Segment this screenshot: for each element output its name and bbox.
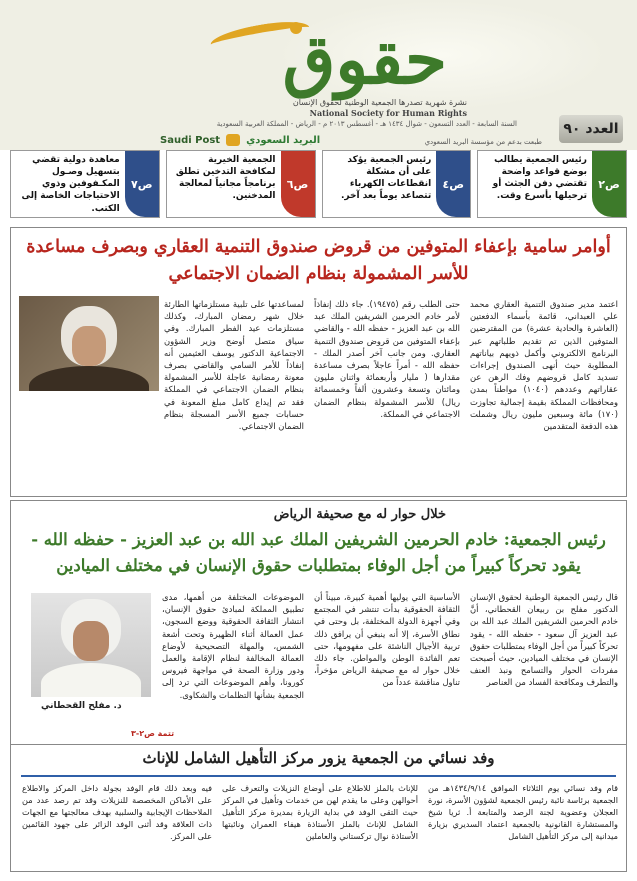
interview-kicker: خلال حوار له مع صحيفة الرياض xyxy=(273,507,446,522)
teaser-box[interactable] xyxy=(477,150,627,218)
teaser-box[interactable] xyxy=(166,150,316,218)
lead-column-3: لمساعدتها على تلبية مستلزماتها الطارئة خلال شهر رمضان المبارك، وكذلك مستلزمات عيد الفطر المبارك. وفي سياق متصل أوضح وزير الشؤون الاجتماعية الدكتور يوسف العثيمين أنه إنفاذاً للأمر السامي والقاضي بصرف معونة رمضانية عاجلة للأسر المشمولة بنظام الضمان الاجتماعي في المملكة فقد تم إيداع كامل مبلغ المعونة في حسابات جميع الأسر المسجلة بنظام الضمان الاجتماعي. xyxy=(164,299,304,431)
teaser-page-tag: ص٧ xyxy=(125,151,159,217)
visit-column-1: قام وفد نسائي يوم الثلاثاء الموافق ١٤٣٤/٩/١٤هـ من الجمعية برئاسة نائبة رئيس الجمعية لشؤون الأسرة، نورة العجلان وعضوية لجنة الرصد والمتابعة أ. ثريا شيخ والمستشارة القانونية بالجمعية اعتماد السديري بزيارة ميدانية إلى مركز التأهيل الشامل xyxy=(428,783,619,841)
lead-column-1: اعتمد مدير صندوق التنمية العقاري محمد علي العبداني، قائمة بأسماء الدفعتين (العاشرة والحادية عشرة) من المقترضين المتوفين الذين تم تقديم طلباتهم عبر البرنامج الالكتروني وأكمل ذويهم بياناتهم المطلوبة حيث أنهى الصندوق إجراءات تسديد كامل قروضهم وفك الرهن عن عقاراتهم وعددهم (١٠٤٠) مواطناً بمدن ومحافظات المملكة بقيمة إجمالية تجاوزت (١٧٠) مائة وسبعين مليون ريال وشملت هذه الدفعة المتقدمين xyxy=(470,299,618,431)
teaser-text: رئيس الجمعية يطالب بوضع قواعد واضحة تقتضي دفن الجثث أو ترحيلها بأسرع وقت. xyxy=(492,155,587,202)
visit-column-2: للإناث بالملز للاطلاع على أوضاع النزيلات والتعرف على أحوالهن وعلى ما يقدم لهن من خدمات وتأهيل في المركز حيث التقى الوفد في بداية الزيارة بمديرة مركز التأهيل الشامل للإناث بالملز الأستاذة هيفاء العمران ونائبتها الأستاذة نوال تركستاني والعاملين xyxy=(222,783,418,841)
teaser-page-tag: ص٤ xyxy=(436,151,470,217)
king-photo xyxy=(19,296,159,391)
interview-headline: رئيس الجمعية: خادم الحرمين الشريفين الملك عبد الله بن عبد العزيز - حفظه الله - يقود تحركاً كبيراً من أجل الوفاء بمتطلبات حقوق الإنسان في مختلف الميادين xyxy=(31,530,606,575)
continued-note: تتمة ص٢-٣ xyxy=(131,729,175,738)
president-photo xyxy=(31,593,151,697)
visit-headline: وفد نسائي من الجمعية يزور مركز التأهيل الشامل للإناث xyxy=(142,749,495,767)
newsletter-logo: حقوق xyxy=(282,20,447,100)
lead-column-2: حتى الطلب رقم (١٩٤٧٥). جاء ذلك إنفاذاً لأمر خادم الحرمين الشريفين الملك عبد الله بن عبد العزيز - حفظه الله - والقاضي بإعفاء المتوفين من قروض صندوق التنمية العقاري. ومن جانب آخر أصدر الملك - حفظه الله - أمراً عاجلاً بصرف مساعدة مقدارها ( مليار وأربعمائة واثنان مليون ومائتان وتسعة وعشرون ألفاً وخمسمائة ريال) للأسر المشمولة بنظام الضمان الاجتماعي في المملكة. xyxy=(314,299,460,419)
issue-number-badge: العدد ٩٠ xyxy=(559,115,623,143)
teaser-text: رئيس الجمعية يؤكد على أن مشكلة انقطاعات الكهرباء تتصاعد يوماً بعد آخر. xyxy=(340,155,432,202)
saudi-post-english: Saudi Post xyxy=(160,134,221,146)
saudi-post-arabic: البريد السعودي xyxy=(246,134,321,146)
tagline-english: National Society for Human Rights xyxy=(309,108,467,118)
teaser-text: معاهدة دولية تقضي بتسهيل وصـول المكـفوفين وذوي الاحتياجات الخاصة إلى الكتب. xyxy=(21,155,120,214)
photo-caption: د. مفلح القحطاني xyxy=(41,701,122,711)
visit-column-3: فيه وبعد ذلك قام الوفد بجولة داخل المركز والاطلاع على الأماكن المخصصة للنزيلات وقد تم رصد عدد من الملاحظات الإيجابية والسلبية بهدف معالجتها مع الجهات ذات العلاقة وقد أثنى الوفد الزائر على جهود القائمين على المركز. xyxy=(22,783,212,841)
teaser-text: الجمعية الخيرية لمكافحة التدخين تطلق برنامجاً مجانياً لمعالجة المدخنين. xyxy=(175,155,276,202)
teaser-box[interactable] xyxy=(322,150,472,218)
teaser-page-tag: ص٦ xyxy=(281,151,315,217)
issue-info-line: السنة السابعة - العدد التسعون - شوال ١٤٣٤ هـ - أغسطس ٢٠١٣ م - الرياض - المملكة العربية السعودية xyxy=(216,120,517,128)
printed-by-note: طبعت بدعم من مؤسسة البريد السعودي xyxy=(424,138,542,146)
visit-divider xyxy=(21,775,616,777)
lead-headline: أوامر سامية بإعفاء المتوفين من قروض صندوق التنمية العقاري وبصرف مساعدة للأسر المشمولة بنظام الضمان الاجتماعي xyxy=(26,237,611,285)
teaser-page-tag: ص٢ xyxy=(592,151,626,217)
lead-story xyxy=(10,227,627,497)
teaser-box[interactable] xyxy=(10,150,160,218)
interview-column-2: الأساسية التي يوليها أهمية كبيرة، مبيناً أن الثقافة الحقوقية بدأت تنتشر في المجتمع وفي أجهزة الدولة المختلفة، بل وحتى في نطاق الأسرة، إلا أنه ينبغي أن يرافق ذلك تربية الأجيال الناشئة على مفهومها، حتى تعم الفائدة الوطن والمواطن. جاء ذلك خلال حوار له مع صحيفة الرياض مؤخراً، تناول مناقشة عدداً من xyxy=(314,592,460,688)
visit-story xyxy=(10,744,627,872)
interview-column-1: قال رئيس الجمعية الوطنية لحقوق الإنسان الدكتور مفلح بن ربيعان القحطاني، أنَّ خادم الحرمين الشريفين الملك عبد الله بن عبد العزيز آل سعود - حفظه الله - يقود تحركاً كبيراً من أجل الوفاء بمتطلبات حقوق الإنسان في مختلف الميادين، حيث أصبحت مفردات الحوار والتسامح ونبذ العنف والتطرف ومكافحة الفساد من العناصر xyxy=(470,592,618,688)
interview-column-3: الموضوعات المختلفة من أهمها، مدى تطبيق المملكة لمبادئ حقوق الإنسان، انتشار الثقافة الحقوقية ووضع السجون، عمل العمالة أثناء الظهيرة وتحت أشعة الشمس، والمهلة التصحيحية لأوضاع العمالة المخالفة لنظام الإقامة والعمل ودور وزارة الصحة في مواجهة فيروس كورونا، وأهم الموضوعات التي ترد إلى الجمعية بشأنها التظلمات والشكاوى. xyxy=(162,592,304,700)
tagline-arabic: نشرة شهرية تصدرها الجمعية الوطنية لحقوق الإنسان xyxy=(292,98,467,107)
masthead xyxy=(0,0,637,150)
saudi-post-logo xyxy=(160,134,320,146)
saudi-post-mark-icon xyxy=(226,134,240,146)
teaser-row xyxy=(10,150,627,218)
